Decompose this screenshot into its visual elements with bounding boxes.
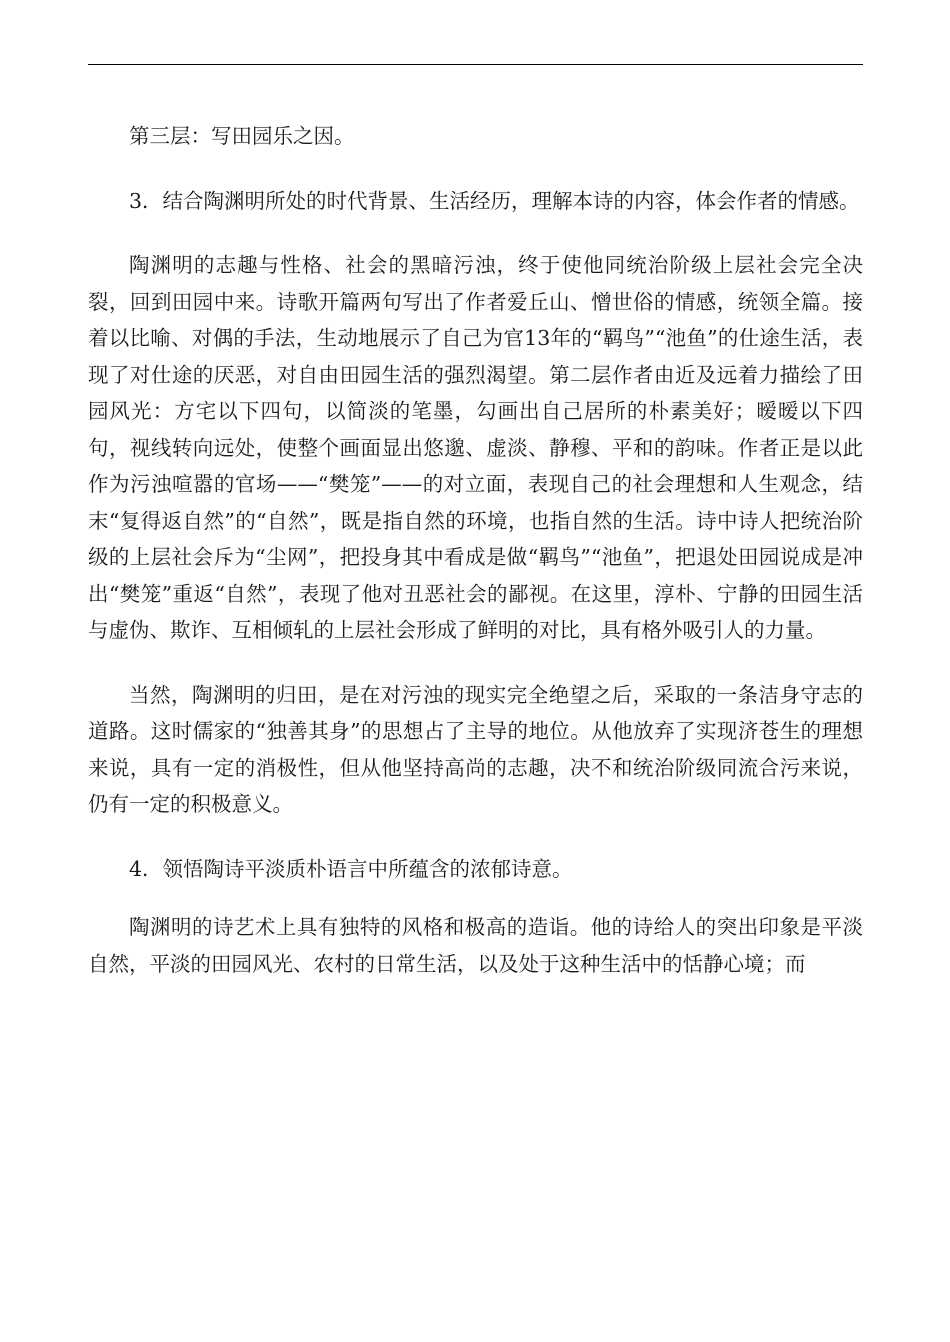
- paragraph-layer-three: 第三层：写田园乐之因。: [129, 124, 355, 148]
- question-3-heading: 3．结合陶渊明所处的时代背景、生活经历，理解本诗的内容，体会作者的情感。: [129, 188, 860, 213]
- paragraph-conclusion: 当然，陶渊明的归田，是在对污浊的现实完全绝望之后，采取的一条洁身守志的道路。这时儒家的“独善其身”的思想占了主导的地位。从他放弃了实现济苍生的理想来说，具有一定的消极性，但从他坚持高尚的志趣，决不和统治阶级同流合污来说，仍有一定的积极意义。: [88, 682, 863, 816]
- document-body: [88, 118, 863, 982]
- paragraph-analysis: 陶渊明的志趣与性格、社会的黑暗污浊，终于使他同统治阶级上层社会完全决裂，回到田园中来。诗歌开篇两句写出了作者爱丘山、憎世俗的情感，统领全篇。接着以比喻、对偶的手法，生动地展示了自己为官13年的“羁鸟”“池鱼”的仕途生活，表现了对仕途的厌恶，对自由田园生活的强烈渴望。第二层作者由近及远着力描绘了田园风光：方宅以下四句，以简淡的笔墨，勾画出自己居所的朴素美好；暧暧以下四句，视线转向远处，使整个画面显出悠邈、虚淡、静穆、平和的韵味。作者正是以此作为污浊喧嚣的官场——“樊笼”——的对立面，表现自己的社会理想和人生观念，结末“复得返自然”的“自然”，既是指自然的环境，也指自然的生活。诗中诗人把统治阶级的上层社会斥为“尘网”，把投身其中看成是做“羁鸟”“池鱼”，把退处田园说成是冲出“樊笼”重返“自然”，表现了他对丑恶社会的鄙视。在这里，淳朴、宁静的田园生活与虚伪、欺诈、互相倾轧的上层社会形成了鲜明的对比，具有格外吸引人的力量。: [88, 253, 863, 642]
- header-rule: [88, 64, 863, 65]
- paragraph-style: 陶渊明的诗艺术上具有独特的风格和极高的造诣。他的诗给人的突出印象是平淡自然，平淡的田园风光、农村的日常生活，以及处于这种生活中的恬静心境；而: [88, 915, 863, 976]
- question-4-heading: 4．领悟陶诗平淡质朴语言中所蕴含的浓郁诗意。: [129, 856, 573, 881]
